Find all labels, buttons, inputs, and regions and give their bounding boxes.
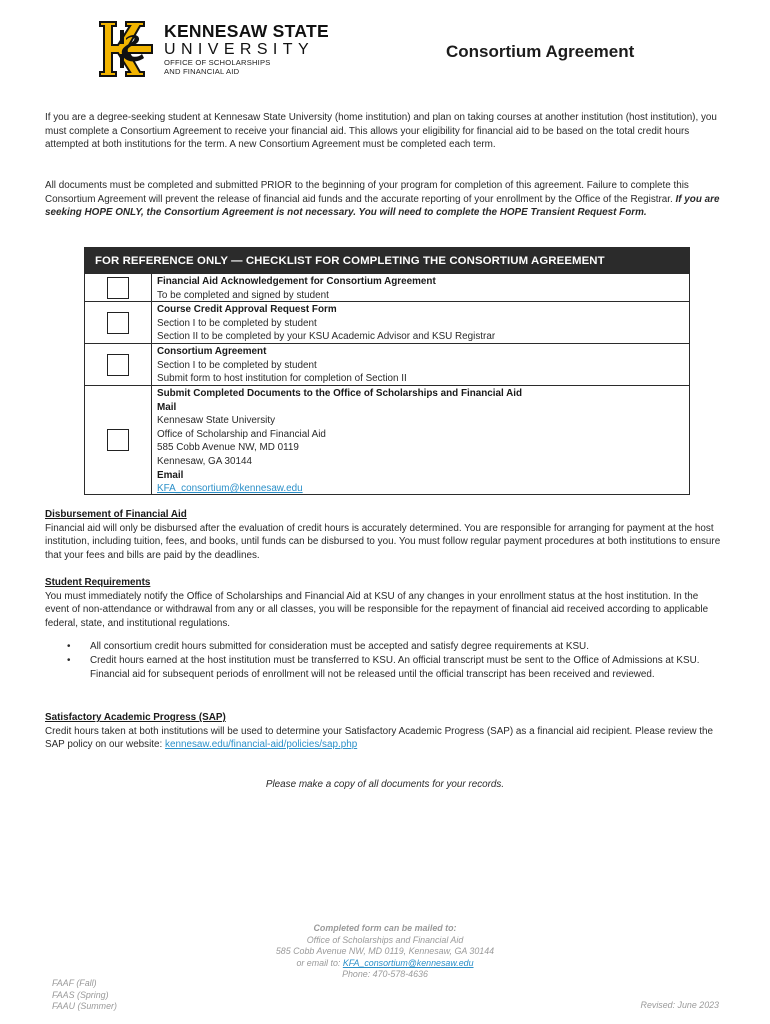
section-text: Credit hours taken at both institutions will be used to determine your Satisfactory Academic Progress (SAP) as a financial aid recipient. Please review the SAP policy on our website: kennesaw.edu/financial-aid/policies/sap.php — [45, 725, 713, 751]
footer-email-link[interactable]: KFA_consortium@kennesaw.edu — [342, 957, 474, 968]
checklist-row — [85, 274, 689, 301]
bullet-icon: • — [67, 641, 71, 653]
list-item: • Credit hours earned at the host institution must be transferred to KSU. An official transcript must be sent to the Office of Admissions at KSU. Financial aid for subsequent periods of enrollment will not be released until the official transcript has been received and reviewed. — [67, 654, 700, 680]
document-title: Consortium Agreement — [446, 42, 635, 61]
email-label: Email — [157, 469, 184, 481]
checklist-checkbox[interactable] — [107, 429, 129, 451]
checklist-item-title: Course Credit Approval Request Form — [157, 304, 337, 315]
form-codes — [52, 978, 117, 1013]
student-requirements-section — [45, 576, 725, 681]
address-line: Kennesaw State University — [157, 415, 276, 427]
sap-policy-link[interactable]: kennesaw.edu/financial-aid/policies/sap.php — [165, 739, 358, 751]
form-code: FAAU (Summer) — [52, 1001, 117, 1012]
checklist-checkbox[interactable] — [107, 312, 129, 334]
footer-email-line: or email to: KFA_consortium@kennesaw.edu — [296, 957, 474, 968]
disbursement-section — [45, 508, 725, 562]
logo-text-line-4: AND FINANCIAL AID — [164, 67, 240, 76]
ksu-logo — [96, 18, 336, 88]
section-heading: Disbursement of Financial Aid — [45, 509, 187, 520]
checklist-header: FOR REFERENCE ONLY — CHECKLIST FOR COMPLETING THE CONSORTIUM AGREEMENT — [85, 248, 689, 274]
section-text: Financial aid will only be disbursed after the evaluation of credit hours is accurately determined. You are responsible for arranging for payment at the host institution, including tuition, fees, and books, until funds can be disbursed to you. You must follow regular payment procedures at both institutions to ensure that your fees and bills are paid by the deadlines. — [45, 522, 721, 561]
checklist-item-line: Section II to be completed by your KSU Academic Advisor and KSU Registrar — [157, 331, 496, 343]
copy-note: Please make a copy of all documents for your records. — [265, 779, 505, 790]
checklist-item-title: Submit Completed Documents to the Office of Scholarships and Financial Aid — [157, 388, 523, 399]
checklist-row — [85, 385, 689, 494]
logo-text-line-2: UNIVERSITY — [164, 41, 315, 58]
checklist-item-line: To be completed and signed by student — [157, 289, 329, 301]
footer-line: Office of Scholarships and Financial Aid — [306, 934, 464, 945]
checklist-item-line: Submit form to host institution for completion of Section II — [157, 373, 407, 385]
checklist-checkbox[interactable] — [107, 277, 129, 299]
list-item: • All consortium credit hours submitted for consideration must be accepted and satisfy degree requirements at KSU. — [67, 641, 589, 653]
email-link[interactable]: KFA_consortium@kennesaw.edu — [157, 483, 303, 495]
form-code: FAAS (Spring) — [52, 989, 109, 1000]
logo-text-line-3: OFFICE OF SCHOLARSHIPS — [164, 58, 271, 67]
address-line: Office of Scholarship and Financial Aid — [157, 428, 326, 440]
checklist-table — [84, 247, 690, 495]
section-heading: Satisfactory Academic Progress (SAP) — [45, 712, 226, 723]
form-code: FAAF (Fall) — [52, 978, 97, 988]
revised-date: Revised: June 2023 — [640, 1000, 719, 1010]
footer — [0, 923, 770, 981]
footer-line: 585 Cobb Avenue NW, MD 0119, Kennesaw, GA 30144 — [275, 946, 495, 957]
address-line: 585 Cobb Avenue NW, MD 0119 — [157, 442, 299, 454]
requirements-list — [45, 640, 725, 681]
checklist-item-line: Section I to be completed by student — [157, 359, 317, 371]
checklist-checkbox[interactable] — [107, 354, 129, 376]
hope-only-note: If you are seeking HOPE ONLY, the Consortium Agreement is not necessary. You will need to complete the HOPE Transient Request Form. — [45, 193, 720, 218]
logo-text-line-1: KENNESAW STATE — [164, 21, 329, 41]
checklist-item-title: Financial Aid Acknowledgement for Consortium Agreement — [157, 276, 436, 287]
intro-paragraph-1: If you are a degree-seeking student at Kennesaw State University (home institution) and plan on taking courses at another institution (host institution), you must complete a Consortium Agreement to receive your financial aid. This allows your eligibility for financial aid to be based on the total credit hours attempted at both institutions for the term. A new Consortium Agreement must be completed each term. — [45, 112, 717, 150]
section-text: You must immediately notify the Office of Scholarships and Financial Aid at KSU of any changes in your enrollment status at the host institution. In the event of non-attendance or withdrawal from any or all classes, you will be responsible for the repayment of financial aid received according to applicable federal, state, and institutional regulations. — [45, 590, 709, 629]
intro-paragraph-2 — [45, 179, 723, 220]
checklist-item-line: Section I to be completed by student — [157, 317, 317, 329]
ksu-logo-mark-icon — [96, 18, 156, 80]
footer-line: Completed form can be mailed to: — [313, 923, 457, 933]
section-heading: Student Requirements — [45, 577, 151, 588]
intro-paragraph-2-text: All documents must be completed and submitted PRIOR to the beginning of your program for completion of this agreement. Failure to complete this Consortium Agreement will prevent the release of financial aid funds and the accurate reporting of your enrollment by the Office of the Registrar. — [45, 180, 689, 205]
bullet-icon: • — [67, 654, 71, 666]
checklist-row — [85, 301, 689, 343]
checklist-row — [85, 343, 689, 385]
sap-section — [45, 711, 725, 752]
mail-label: Mail — [157, 401, 177, 413]
footer-phone: Phone: 470-578-4636 — [342, 969, 428, 980]
checklist-item-title: Consortium Agreement — [157, 346, 267, 357]
address-line: Kennesaw, GA 30144 — [157, 455, 252, 467]
